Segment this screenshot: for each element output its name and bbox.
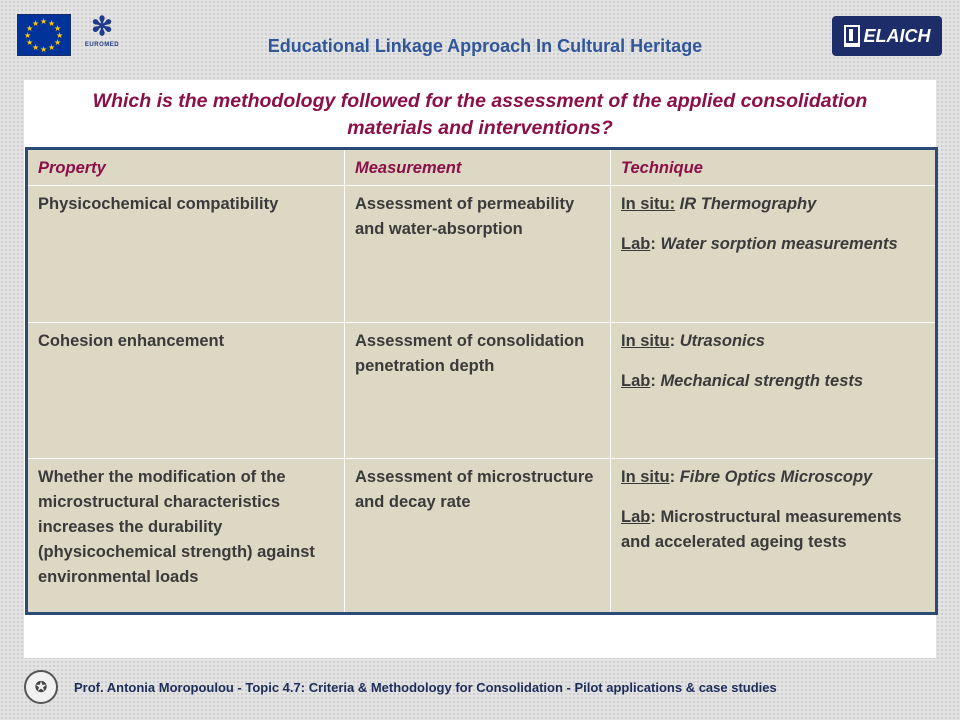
lab-value: Water sorption measurements — [660, 235, 898, 253]
slide-question: Which is the methodology followed for the assessment of the applied consolidation materials and interventions? — [92, 90, 868, 139]
methodology-table — [25, 147, 938, 615]
euromed-logo — [76, 13, 128, 57]
property-cell: Physicochemical compatibility — [27, 186, 345, 323]
lab-line: Lab: Microstructural measurements and accelerated ageing tests — [621, 508, 902, 552]
insitu-value: Fibre Optics Microscopy — [679, 468, 873, 487]
technique-cell — [611, 459, 937, 614]
header-technique: Technique — [611, 149, 937, 186]
table-row — [27, 322, 937, 459]
lab-line: Lab: Water sorption measurements — [621, 235, 898, 253]
footer-credit: Prof. Antonia Moropoulou - Topic 4.7: Criteria & Methodology for Consolidation - Pilot applications & case studies — [74, 680, 777, 695]
technique-cell — [611, 322, 937, 459]
eu-flag-logo: ★ ★ ★ ★ ★ ★ ★ ★ ★ ★ ★ ★ — [17, 14, 71, 56]
insitu-label: In situ — [621, 331, 670, 350]
university-seal-icon: ✪ — [24, 670, 58, 704]
lab-value: Mechanical strength tests — [660, 371, 864, 390]
lab-value: Microstructural measurements and accelerated ageing tests — [621, 508, 902, 552]
insitu-value: IR Thermography — [679, 195, 817, 213]
insitu-line: In situ: Fibre Optics Microscopy — [621, 468, 873, 487]
measurement-cell: Assessment of microstructure and decay rate — [345, 459, 611, 614]
lab-line: Lab: Mechanical strength tests — [621, 371, 864, 390]
header-title: Educational Linkage Approach In Cultural Heritage — [267, 36, 703, 56]
lab-label: Lab — [621, 508, 651, 527]
table-row — [27, 459, 937, 614]
property-cell: Whether the modification of the microstructural characteristics increases the durability (physicochemical strength) against environmental loads — [27, 459, 345, 614]
insitu-value: Utrasonics — [679, 331, 765, 350]
insitu-label: In situ: — [621, 195, 676, 213]
lab-label: Lab — [621, 235, 651, 253]
technique-cell — [611, 186, 937, 323]
insitu-line — [621, 192, 925, 217]
elaich-logo — [832, 16, 942, 56]
measurement-cell: Assessment of permeability and water-absorption — [345, 186, 611, 323]
insitu-line: In situ: Utrasonics — [621, 331, 765, 350]
building-icon — [844, 25, 860, 47]
table-row — [27, 186, 937, 323]
elaich-logo-text: ELAICH — [863, 25, 931, 46]
header-property: Property — [27, 149, 345, 186]
euromed-logo-text: EUROMED — [84, 42, 120, 48]
lab-label: Lab — [621, 371, 651, 390]
euromed-mark-icon: ✻ — [91, 11, 113, 41]
header-measurement: Measurement — [345, 149, 611, 186]
insitu-label: In situ — [621, 468, 670, 487]
measurement-cell: Assessment of consolidation penetration depth — [345, 322, 611, 459]
property-cell: Cohesion enhancement — [27, 322, 345, 459]
table-header-row — [27, 149, 937, 186]
